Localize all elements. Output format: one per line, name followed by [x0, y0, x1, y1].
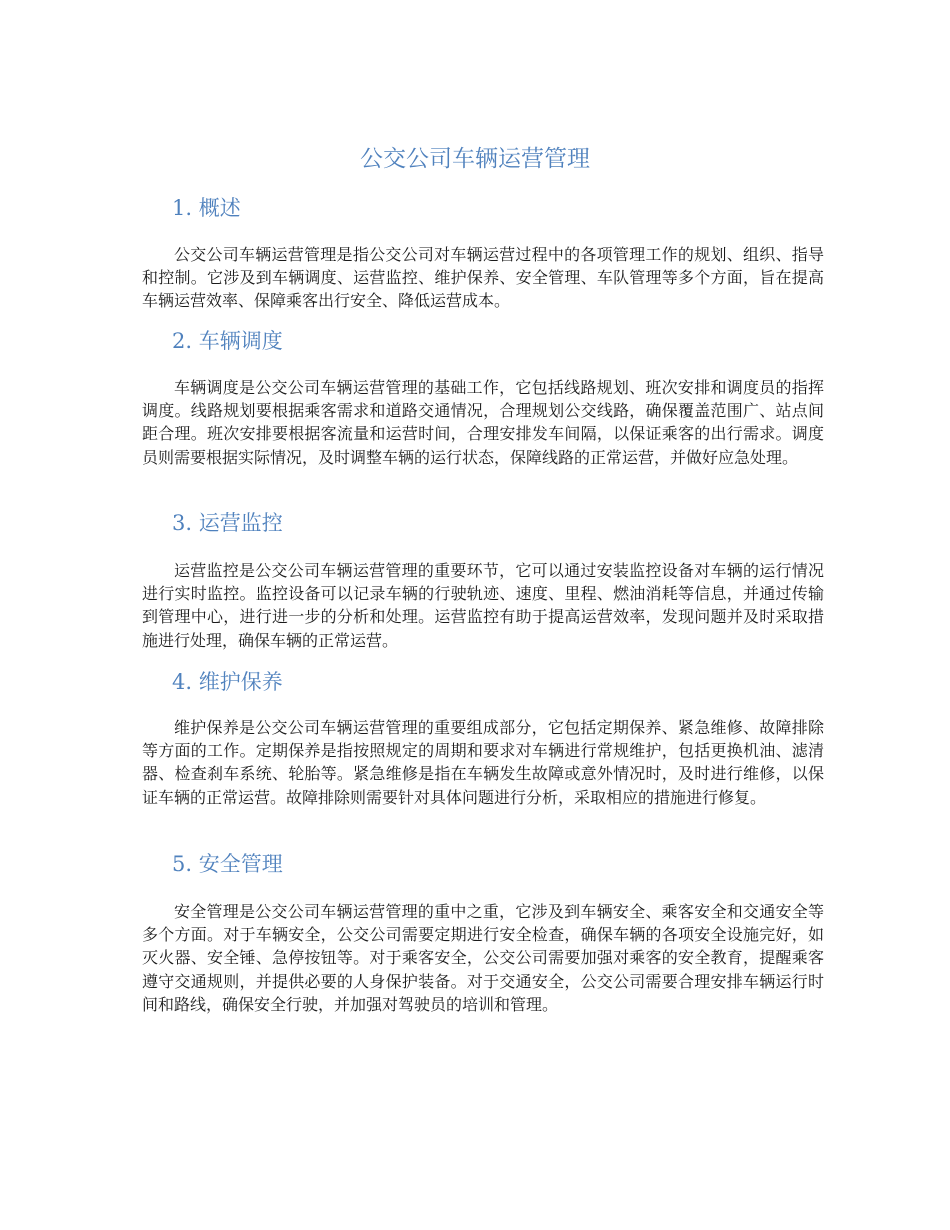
section-body-overview: 公交公司车辆运营管理是指公交公司对车辆运营过程中的各项管理工作的规划、组织、指导和控制。它涉及到车辆调度、运营监控、维护保养、安全管理、车队管理等多个方面，旨在提高车辆运营效率、保障乘客出行安全、降低运营成本。 [142, 245, 824, 311]
document-title: 公交公司车辆运营管理 [360, 146, 590, 172]
section-heading-maintenance: 4. 维护保养 [172, 670, 283, 694]
section-body-maintenance: 维护保养是公交公司车辆运营管理的重要组成部分，它包括定期保养、紧急维修、故障排除等方面的工作。定期保养是指按照规定的周期和要求对车辆进行常规维护，包括更换机油、滤清器、检查刹车系统、轮胎等。紧急维修是指在车辆发生故障或意外情况时，及时进行维修，以保证车辆的正常运营。故障排除则需要针对具体问题进行分析，采取相应的措施进行修复。 [142, 718, 824, 807]
section-heading-overview: 1. 概述 [172, 196, 241, 220]
section-body-safety: 安全管理是公交公司车辆运营管理的重中之重，它涉及到车辆安全、乘客安全和交通安全等多个方面。对于车辆安全，公交公司需要定期进行安全检查，确保车辆的各项安全设施完好，如灭火器、安全锤、急停按钮等。对于乘客安全，公交公司需要加强对乘客的安全教育，提醒乘客遵守交通规则，并提供必要的人身保护装备。对于交通安全，公交公司需要合理安排车辆运行时间和路线，确保安全行驶，并加强对驾驶员的培训和管理。 [142, 902, 824, 1014]
section-heading-safety: 5. 安全管理 [172, 852, 283, 876]
section-body-dispatch: 车辆调度是公交公司车辆运营管理的基础工作，它包括线路规划、班次安排和调度员的指挥调度。线路规划要根据乘客需求和道路交通情况，合理规划公交线路，确保覆盖范围广、站点间距合理。班次安排要根据客流量和运营时间，合理安排发车间隔，以保证乘客的出行需求。调度员则需要根据实际情况，及时调整车辆的运行状态，保障线路的正常运营，并做好应急处理。 [142, 378, 824, 467]
section-body-monitoring: 运营监控是公交公司车辆运营管理的重要环节，它可以通过安装监控设备对车辆的运行情况进行实时监控。监控设备可以记录车辆的行驶轨迹、速度、里程、燃油消耗等信息，并通过传输到管理中心，进行进一步的分析和处理。运营监控有助于提高运营效率，发现问题并及时采取措施进行处理，确保车辆的正常运营。 [142, 561, 824, 650]
section-heading-monitoring: 3. 运营监控 [172, 511, 283, 535]
section-heading-dispatch: 2. 车辆调度 [172, 329, 283, 353]
